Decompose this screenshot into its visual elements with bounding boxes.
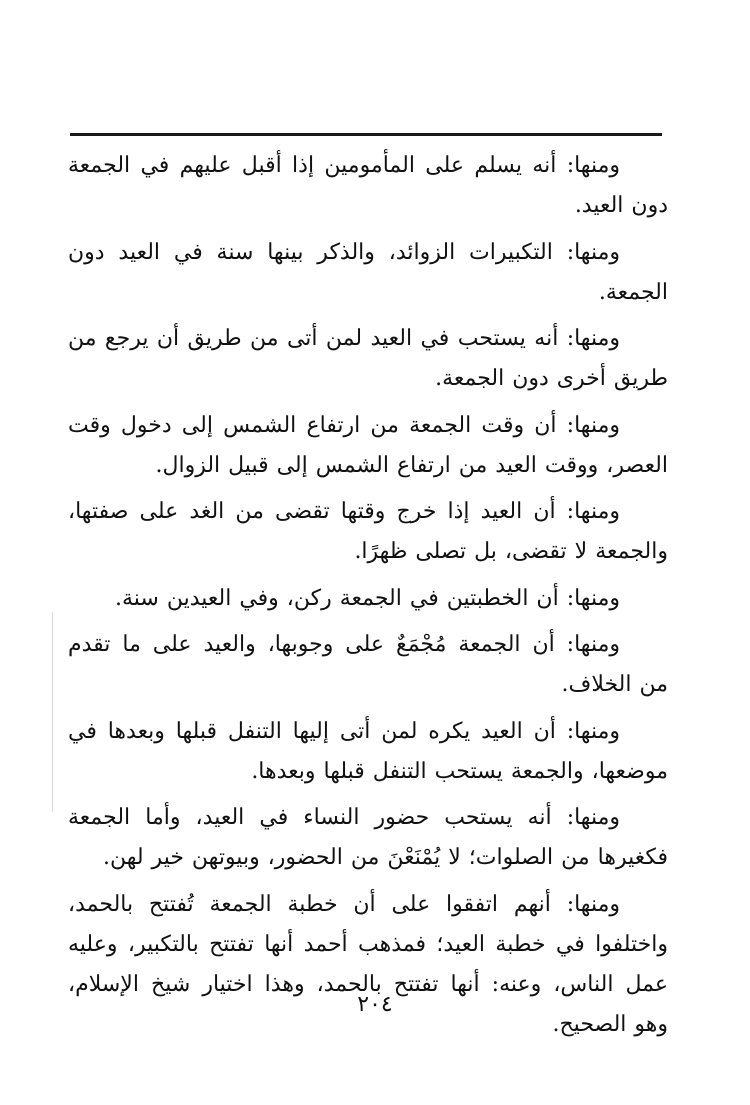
paragraph: ومنها: التكبيرات الزوائد، والذكر بينها سنة في العيد دون الجمعة.: [68, 239, 668, 305]
body-text: [68, 146, 668, 1051]
paragraph: ومنها: أنه يستحب حضور النساء في العيد، وأما الجمعة فكغيرها من الصلوات؛ لا يُمْنَعْنَ من الحضور، وبيوتهن خير لهن.: [68, 805, 668, 870]
paragraph: ومنها: أن وقت الجمعة من ارتفاع الشمس إلى دخول وقت العصر، ووقت العيد من ارتفاع الشمس إلى قبيل الزوال.: [68, 412, 668, 478]
paragraph: ومنها: أن العيد يكره لمن أتى إليها التنفل قبلها وبعدها في موضعها، والجمعة يستحب التنفل قبلها وبعدها.: [68, 718, 668, 784]
page-number: ٢٠٤: [357, 992, 393, 1017]
page-edge-shadow: [52, 612, 53, 812]
paragraph: ومنها: أن الجمعة مُجْمَعٌ على وجوبها، والعيد على ما تقدم من الخلاف.: [68, 632, 668, 697]
paragraph: ومنها: أن العيد إذا خرج وقتها تقضى من الغد على صفتها، والجمعة لا تقضى، بل تصلى ظهرًا.: [68, 499, 668, 564]
paragraph: ومنها: أنه يسلم على المأمومين إذا أقبل عليهم في الجمعة دون العيد.: [68, 153, 668, 218]
paragraph: ومنها: أنهم اتفقوا على أن خطبة الجمعة تُفتتح بالحمد، واختلفوا في خطبة العيد؛ فمذهب أحمد أنها تفتتح بالتكبير، وعليه عمل الناس، وعنه: أنها تفتتح بالحمد، وهذا اختيار شيخ الإسلام، وهو الصحيح.: [68, 891, 669, 1037]
top-rule: [70, 133, 662, 136]
paragraph: ومنها: أنه يستحب في العيد لمن أتى من طريق أن يرجع من طريق أخرى دون الجمعة.: [68, 326, 668, 391]
paragraph: ومنها: أن الخطبتين في الجمعة ركن، وفي العيدين سنة.: [114, 585, 620, 611]
